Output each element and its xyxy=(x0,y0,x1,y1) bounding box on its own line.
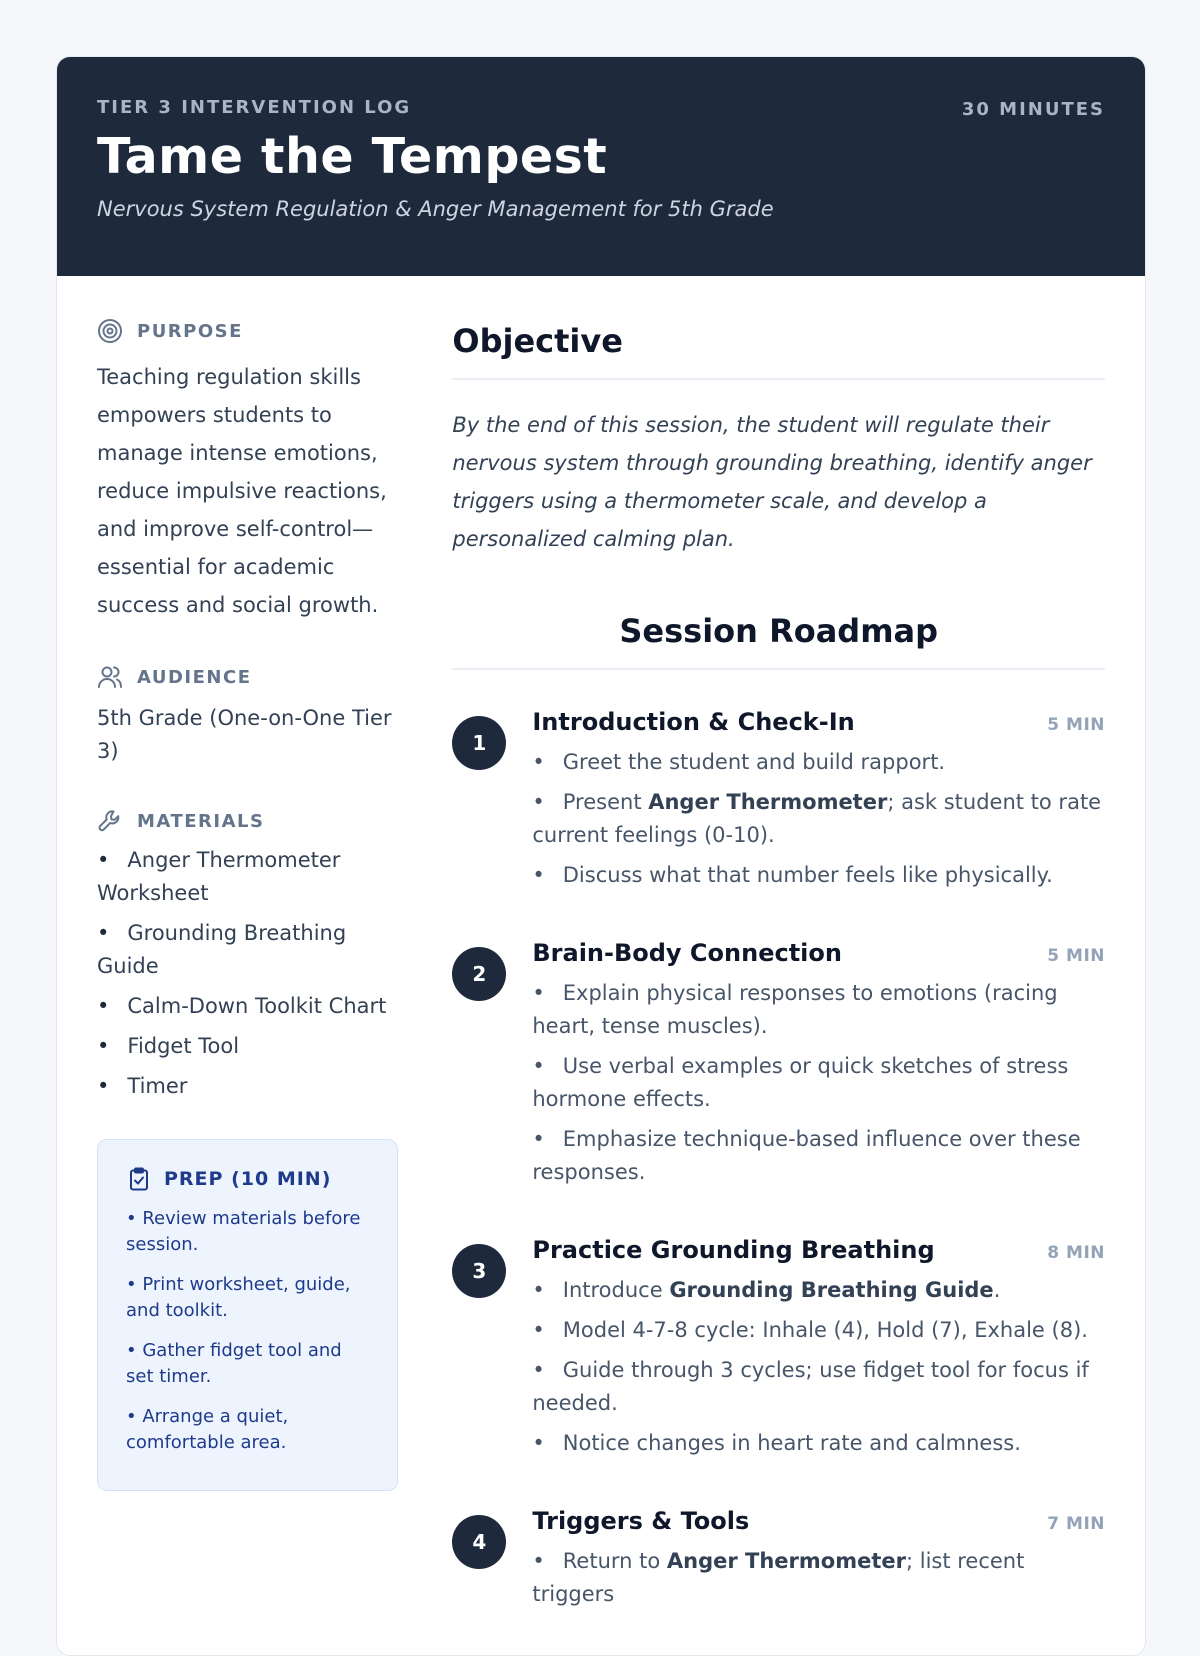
step-content xyxy=(532,1507,1105,1618)
step-title: Triggers & Tools xyxy=(532,1507,750,1535)
step-bullet-list xyxy=(532,1545,1105,1611)
objective-text: By the end of this session, the student will regulate their nervous system through grounding breathing, identify anger triggers using a thermometer scale, and develop a personalized calming plan. xyxy=(452,413,1092,551)
eyebrow-label: TIER 3 INTERVENTION LOG xyxy=(97,97,412,118)
step-header xyxy=(532,1236,1105,1264)
step-header xyxy=(532,708,1105,736)
bullet-text: Emphasize technique-based influence over these responses. xyxy=(532,1127,1081,1184)
bullet-text: . xyxy=(993,1278,1001,1302)
purpose-heading xyxy=(97,318,398,344)
step-duration: 5 MIN xyxy=(1047,715,1105,735)
right-column xyxy=(452,276,1105,1618)
bullet-text: Present xyxy=(562,790,649,814)
roadmap-step xyxy=(452,939,1105,1196)
step-duration: 8 MIN xyxy=(1047,1243,1105,1263)
page-subtitle: Nervous System Regulation & Anger Management for 5th Grade xyxy=(97,197,774,221)
prep-item: • Review materials before session. xyxy=(126,1208,361,1255)
prep-item: • Print worksheet, guide, and toolkit. xyxy=(126,1274,351,1321)
roadmap-step xyxy=(452,1507,1105,1618)
step-bullet-list xyxy=(532,977,1105,1189)
list-item: • Timer xyxy=(97,1070,398,1103)
step-title: Brain-Body Connection xyxy=(532,939,842,967)
step-bullet-list xyxy=(532,746,1105,892)
bullet-text: Discuss what that number feels like physically. xyxy=(562,863,1053,887)
step-bullet-list xyxy=(532,1274,1105,1460)
bullet-text: Return to xyxy=(562,1549,667,1573)
audience-text: 5th Grade (One-on-One Tier 3) xyxy=(97,706,392,763)
left-column xyxy=(97,276,398,1618)
header xyxy=(57,57,1145,276)
step-bullet xyxy=(532,1314,1105,1347)
bullet-emphasis: Anger Thermometer xyxy=(648,790,888,814)
bullet-text: Notice changes in heart rate and calmness. xyxy=(562,1431,1021,1455)
bullet-emphasis: Anger Thermometer xyxy=(666,1549,906,1573)
users-icon xyxy=(97,664,123,690)
bullet-text: ; list recent triggers xyxy=(532,1549,1025,1606)
prep-box xyxy=(97,1139,398,1491)
step-bullet xyxy=(532,1050,1105,1116)
audience-label: AUDIENCE xyxy=(137,666,252,688)
step-header xyxy=(532,939,1105,967)
content-body xyxy=(57,276,1145,1618)
step-content xyxy=(532,1236,1105,1467)
wrench-icon xyxy=(97,808,123,834)
purpose-label: PURPOSE xyxy=(137,320,243,342)
materials-list xyxy=(97,844,398,1103)
step-title: Introduction & Check-In xyxy=(532,708,855,736)
bullet-text: Introduce xyxy=(562,1278,670,1302)
step-title: Practice Grounding Breathing xyxy=(532,1236,935,1264)
step-number-badge: 2 xyxy=(452,947,506,1001)
roadmap-title: Session Roadmap xyxy=(452,612,1105,670)
list-item: • Fidget Tool xyxy=(97,1030,398,1063)
step-bullet xyxy=(532,859,1105,892)
step-bullet xyxy=(532,977,1105,1043)
bullet-text: Guide through 3 cycles; use fidget tool for focus if needed. xyxy=(532,1358,1089,1415)
materials-heading xyxy=(97,808,398,834)
step-bullet xyxy=(532,746,1105,779)
step-bullet xyxy=(532,1545,1105,1611)
roadmap-steps xyxy=(452,708,1105,1618)
bullet-emphasis: Grounding Breathing Guide xyxy=(669,1278,994,1302)
step-header xyxy=(532,1507,1105,1535)
list-item: • Anger Thermometer Worksheet xyxy=(97,844,398,910)
step-duration: 5 MIN xyxy=(1047,946,1105,966)
materials-label: MATERIALS xyxy=(137,810,265,832)
step-bullet xyxy=(532,1274,1105,1307)
step-duration: 7 MIN xyxy=(1047,1514,1105,1534)
step-bullet xyxy=(532,1123,1105,1189)
list-item: • Grounding Breathing Guide xyxy=(97,917,398,983)
bullet-text: Explain physical responses to emotions (racing heart, tense muscles). xyxy=(532,981,1058,1038)
prep-item: • Gather fidget tool and set timer. xyxy=(126,1340,342,1387)
clipboard-check-icon xyxy=(126,1166,152,1192)
objective-title: Objective xyxy=(452,322,1105,380)
purpose-text: Teaching regulation skills empowers students to manage intense emotions, reduce impulsive reactions, and improve self-control—essential for academic success and social growth. xyxy=(97,365,387,617)
step-number-badge: 3 xyxy=(452,1244,506,1298)
step-bullet xyxy=(532,1427,1105,1460)
step-number-badge: 4 xyxy=(452,1515,506,1569)
bullet-text: Greet the student and build rapport. xyxy=(562,750,946,774)
step-content xyxy=(532,708,1105,899)
bullet-text: Use verbal examples or quick sketches of stress hormone effects. xyxy=(532,1054,1069,1111)
roadmap-step xyxy=(452,1236,1105,1467)
audience-heading xyxy=(97,664,398,690)
page-title: Tame the Tempest xyxy=(97,128,608,185)
step-bullet xyxy=(532,1354,1105,1420)
step-bullet xyxy=(532,786,1105,852)
prep-heading xyxy=(126,1166,369,1192)
prep-label: PREP (10 MIN) xyxy=(164,1168,332,1190)
target-icon xyxy=(97,318,123,344)
duration-label: 30 MINUTES xyxy=(961,99,1105,120)
bullet-text: ; ask student to rate current feelings (0-10). xyxy=(532,790,1102,847)
lesson-card xyxy=(56,56,1146,1656)
step-content xyxy=(532,939,1105,1196)
step-number-badge: 1 xyxy=(452,716,506,770)
bullet-text: Model 4-7-8 cycle: Inhale (4), Hold (7), Exhale (8). xyxy=(562,1318,1088,1342)
prep-item: • Arrange a quiet, comfortable area. xyxy=(126,1406,289,1453)
list-item: • Calm-Down Toolkit Chart xyxy=(97,990,398,1023)
roadmap-step xyxy=(452,708,1105,899)
